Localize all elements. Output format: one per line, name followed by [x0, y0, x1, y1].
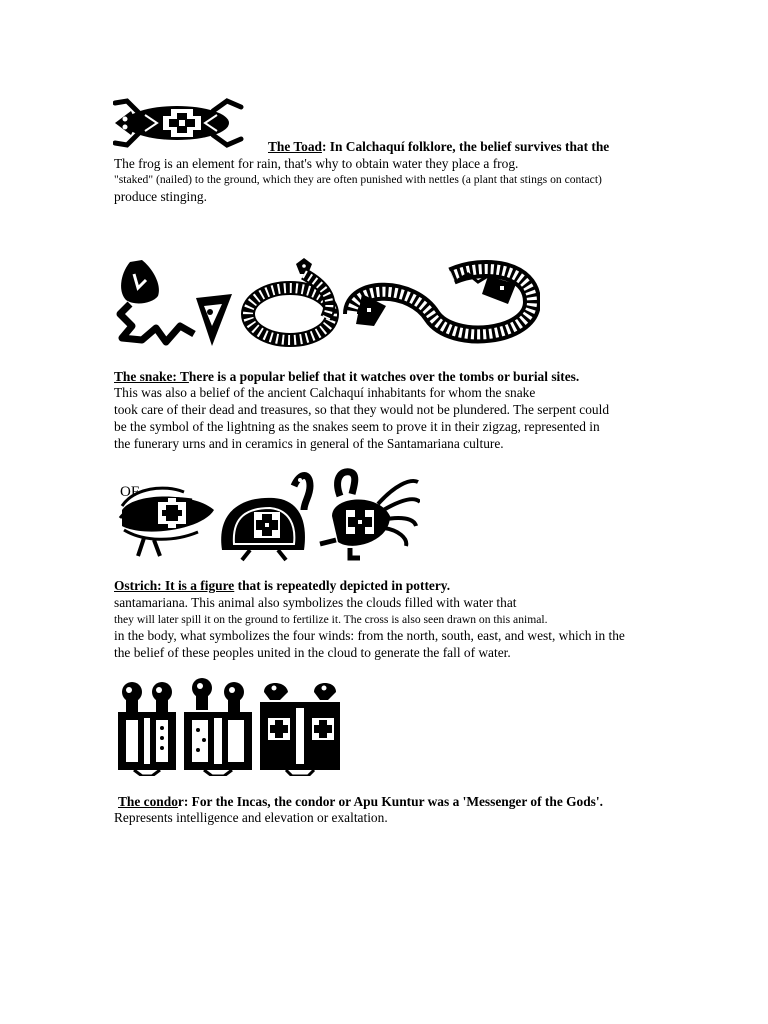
toad-line-3: produce stinging.: [114, 189, 207, 204]
toad-line-1: The frog is an element for rain, that's why to obtain water they place a frog.: [114, 156, 519, 171]
ostrich-figure-2: [221, 476, 310, 561]
snake-title: The snake: T: [114, 369, 189, 384]
ostrich-overlay-text: OF: [120, 484, 140, 500]
condor-heading: [118, 793, 603, 810]
ostrich-line-3: in the body, what symbolizes the four winds: from the north, south, east, and west, which in the: [114, 628, 625, 643]
ostrich-line-1: santamariana. This animal also symbolizes the clouds filled with water that: [114, 595, 517, 610]
snake-spiral-figure: [352, 269, 532, 334]
ostrich-line-2: they will later spill it on the ground to fertilize it. The cross is also seen drawn on this animal.: [114, 613, 548, 626]
snake-intro: here is a popular belief that it watches over the tombs or burial sites.: [188, 369, 580, 384]
ostrich-figure-3: [320, 472, 420, 558]
toad-line-2: "staked" (nailed) to the ground, which they are often punished with nettles (a plant that stings on contact): [114, 173, 602, 186]
ostrich-heading: [114, 577, 450, 594]
condor-title: The condo: [118, 794, 178, 809]
condor-pair-3: [260, 683, 340, 776]
ostrich-title: Ostrich: It is a figure: [114, 578, 235, 593]
snake-illustrations: [112, 254, 540, 352]
condor-line-1: Represents intelligence and elevation or exaltation.: [114, 810, 388, 825]
snake-coiled-figure: [248, 258, 332, 340]
ostrich-illustrations: [114, 466, 420, 562]
snake-line-2: took care of their dead and treasures, so that they would not be plundered. The serpent could: [114, 402, 610, 417]
condor-illustrations: [114, 678, 340, 776]
toad-title: The Toad: [268, 139, 322, 154]
ostrich-intro: that is repeatedly depicted in pottery.: [234, 578, 451, 593]
condor-intro: r: For the Incas, the condor or Apu Kuntur was a 'Messenger of the Gods'.: [177, 794, 603, 809]
snake-line-4: the funerary urns and in ceramics in general of the Santamariana culture.: [114, 436, 504, 451]
snake-line-3: be the symbol of the lightning as the snakes seem to prove it in their zigzag, represented in: [114, 419, 600, 434]
snake-heading: [114, 368, 579, 385]
toad-intro: : In Calchaquí folklore, the belief survives that the: [321, 139, 610, 154]
ostrich-line-4: the belief of these peoples united in the cloud to generate the fall of water.: [114, 645, 511, 660]
toad-heading: [268, 138, 609, 155]
snake-zigzag-figure: [120, 260, 232, 346]
condor-pair-2: [184, 678, 252, 776]
condor-pair-1: [118, 682, 176, 776]
snake-line-1: This was also a belief of the ancient Calchaquí inhabitants for whom the snake: [114, 385, 536, 400]
toad-illustration: [113, 97, 245, 149]
